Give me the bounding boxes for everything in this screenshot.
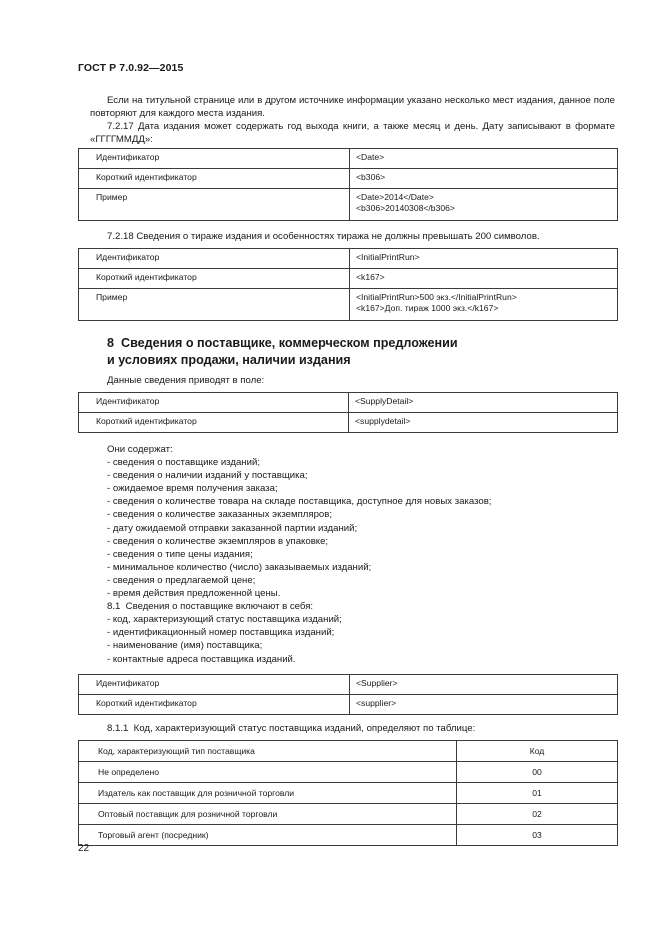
list-item: - идентификационный номер поставщика изданий; <box>107 627 335 639</box>
list-item: - сведения о количестве экземпляров в упаковке; <box>107 535 329 547</box>
date-example-value: <Date>2014</Date> <b306>20140308</b306> <box>350 189 618 221</box>
print-run-example-label: Пример <box>79 289 350 321</box>
table-row-code: 00 <box>457 762 618 783</box>
list-item: - наименование (имя) поставщика; <box>107 640 263 652</box>
supply-detail-short-id-value: <supplydetail> <box>349 413 618 433</box>
print-run-id-label: Идентификатор <box>79 249 350 269</box>
list-intro: Они содержат: <box>107 444 173 455</box>
date-example-label: Пример <box>79 189 350 221</box>
supply-detail-id-value: <SupplyDetail> <box>349 393 618 413</box>
supply-detail-short-id-label: Короткий идентификатор <box>79 413 349 433</box>
intro-paragraph: Если на титульной странице или в другом источнике информации указано несколько мест издания, данное поле повторяют для каждого места издания. <box>90 95 615 120</box>
section-7-2-17-text: 7.2.17 Дата издания может содержать год выхода книги, а также месяц и день. Дату записывают в формате «ГГГГММДД»: <box>90 121 615 146</box>
supplier-id-label: Идентификатор <box>79 675 350 695</box>
supplier-short-id-value: <supplier> <box>350 695 618 715</box>
print-run-table <box>78 248 618 321</box>
list-item: - ожидаемое время получения заказа; <box>107 483 278 495</box>
supplier-id-value: <Supplier> <box>350 675 618 695</box>
supplier-table <box>78 674 618 715</box>
table-row-type: Торговый агент (посредник) <box>79 825 457 846</box>
print-run-short-id-label: Короткий идентификатор <box>79 269 350 289</box>
table-row-type: Не определено <box>79 762 457 783</box>
list-item: - сведения о наличии изданий у поставщика; <box>107 470 308 482</box>
list-item: - сведения о поставщике изданий; <box>107 457 260 469</box>
supply-contents-list <box>107 443 491 666</box>
table-row-type: Оптовый поставщик для розничной торговли <box>79 804 457 825</box>
list-item: - дату ожидаемой отправки заказанной партии изданий; <box>107 522 358 534</box>
supply-detail-table <box>78 392 618 433</box>
supplier-status-code-table <box>78 740 618 846</box>
supply-detail-id-label: Идентификатор <box>79 393 349 413</box>
date-id-label: Идентификатор <box>79 149 350 169</box>
list-item: - сведения о количестве заказанных экземпляров; <box>107 509 333 521</box>
print-run-short-id-value: <k167> <box>350 269 618 289</box>
list-item: - минимальное количество (число) заказываемых изданий; <box>107 561 372 573</box>
code-table-header-type: Код, характеризующий тип поставщика <box>79 741 457 762</box>
date-short-id-label: Короткий идентификатор <box>79 169 350 189</box>
page-number: 22 <box>78 843 90 854</box>
section-8-heading: 8 Сведения о поставщике, коммерческом предложении и условиях продажи, наличии издания <box>107 336 458 367</box>
supplier-short-id-label: Короткий идентификатор <box>79 695 350 715</box>
table-row-code: 01 <box>457 783 618 804</box>
list-item: - сведения о предлагаемой цене; <box>107 574 256 586</box>
date-id-value: <Date> <box>350 149 618 169</box>
table-row-code: 02 <box>457 804 618 825</box>
section-8-1-text: 8.1 Сведения о поставщике включают в себя: <box>107 601 314 613</box>
section-8-lead: Данные сведения приводят в поле: <box>107 375 265 386</box>
table-row-type: Издатель как поставщик для розничной торговли <box>79 783 457 804</box>
list-item: - сведения о количестве товара на складе поставщика, доступное для новых заказов; <box>107 496 492 508</box>
list-item: - контактные адреса поставщика изданий. <box>107 653 296 665</box>
date-short-id-value: <b306> <box>350 169 618 189</box>
list-item: - сведения о типе цены издания; <box>107 548 253 560</box>
section-7-2-18-text: 7.2.18 Сведения о тираже издания и особенностях тиража не должны превышать 200 символов. <box>107 231 540 242</box>
list-item: - код, характеризующий статус поставщика изданий; <box>107 614 342 626</box>
list-item: - время действия предложенной цены. <box>107 588 281 600</box>
print-run-example-value: <InitialPrintRun>500 экз.</InitialPrintRun> <k167>Доп. тираж 1000 экз.</k167> <box>350 289 618 321</box>
code-table-header-code: Код <box>457 741 618 762</box>
date-table <box>78 148 618 221</box>
table-row-code: 03 <box>457 825 618 846</box>
section-8-1-1-text: 8.1.1 Код, характеризующий статус поставщика изданий, определяют по таблице: <box>107 723 476 734</box>
print-run-id-value: <InitialPrintRun> <box>350 249 618 269</box>
document-header: ГОСТ Р 7.0.92—2015 <box>78 62 184 74</box>
